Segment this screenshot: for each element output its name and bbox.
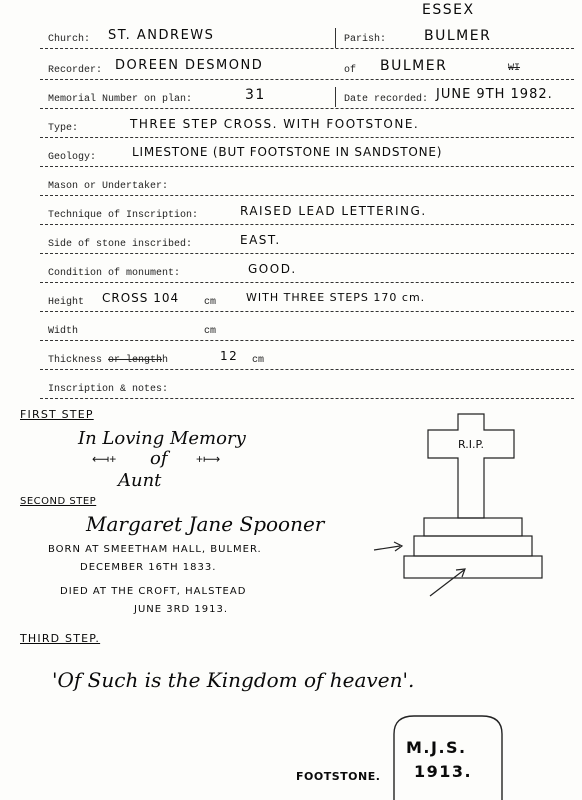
height-value-a: CROSS 104 (102, 291, 180, 305)
mason-label: Mason or Undertaker: (48, 181, 169, 192)
row-line-inscription (40, 398, 574, 399)
side-value: EAST. (240, 233, 281, 247)
row-line-church (40, 48, 574, 49)
memorial-value: 31 (245, 87, 266, 103)
first-line1: In Loving Memory (78, 428, 246, 449)
row-line-technique (40, 224, 574, 225)
footstone-label: FOOTSTONE. (296, 770, 381, 783)
side-label: Side of stone inscribed: (48, 239, 193, 250)
row-line-type (40, 137, 574, 138)
date-label: Date recorded: (344, 94, 429, 105)
third-text: 'Of Such is the Kingdom of heaven'. (52, 668, 415, 692)
date-value: JUNE 9TH 1982. (436, 87, 553, 102)
county-heading: ESSEX (422, 2, 475, 18)
thickness-unit: cm (252, 355, 265, 366)
height-value-b: WITH THREE STEPS 170 cm. (246, 291, 426, 304)
ornament-left: ⟻+ (92, 452, 117, 466)
height-label: Height (48, 297, 85, 308)
condition-label: Condition of monument: (48, 268, 181, 279)
parish-value: BULMER (424, 28, 492, 44)
row-line-recorder (40, 79, 574, 80)
church-label: Church: (48, 34, 91, 45)
geology-label: Geology: (48, 152, 97, 163)
condition-value: GOOD. (248, 262, 297, 276)
thickness-value: 12 (220, 349, 239, 363)
recorder-label: Recorder: (48, 65, 103, 76)
row-line-mason (40, 195, 574, 196)
cross-drawing (366, 400, 576, 606)
first-line3: Aunt (118, 470, 162, 491)
type-value: THREE STEP CROSS. WITH FOOTSTONE. (130, 117, 420, 131)
first-step-heading: FIRST STEP (20, 408, 94, 421)
thickness-label (48, 355, 168, 366)
of-value: BULMER (380, 58, 448, 74)
row-line-memorial (40, 108, 574, 109)
of-label: of (344, 65, 357, 76)
recorder-value: DOREEN DESMOND (115, 58, 264, 73)
cross-text: R.I.P. (458, 438, 484, 451)
row-line-thickness (40, 369, 574, 370)
width-label: Width (48, 326, 79, 337)
row-line-width (40, 340, 574, 341)
row-line-side (40, 253, 574, 254)
row-line-height (40, 311, 574, 312)
third-step-heading: THIRD STEP. (20, 632, 101, 645)
first-line2: of (150, 448, 168, 469)
thickness-label-end: h (162, 355, 169, 366)
row-line-condition (40, 282, 574, 283)
footstone-line1: M.J.S. (406, 738, 467, 757)
ornament-right: +⟼ (196, 452, 221, 466)
second-born: BORN AT SMEETHAM HALL, BULMER. (48, 544, 262, 555)
memorial-label: Memorial Number on plan: (48, 94, 193, 105)
row-line-geology (40, 166, 574, 167)
second-died: DIED AT THE CROFT, HALSTEAD (60, 586, 247, 597)
second-name: Margaret Jane Spooner (86, 512, 325, 536)
second-died-date: JUNE 3RD 1913. (134, 604, 229, 615)
height-unit: cm (204, 297, 217, 308)
thickness-label-text: Thickness (48, 355, 103, 366)
technique-value: RAISED LEAD LETTERING. (240, 204, 427, 218)
type-label: Type: (48, 123, 79, 134)
inscription-label: Inscription & notes: (48, 384, 169, 395)
technique-label: Technique of Inscription: (48, 210, 199, 221)
second-born-date: DECEMBER 16TH 1833. (80, 562, 217, 573)
second-step-heading: SECOND STEP (20, 496, 97, 507)
geology-value: LIMESTONE (BUT FOOTSTONE IN SANDSTONE) (132, 145, 443, 159)
parish-label: Parish: (344, 34, 387, 45)
church-value: ST. ANDREWS (108, 28, 215, 43)
thickness-struck: or length (108, 355, 163, 366)
width-unit: cm (204, 326, 217, 337)
footstone-line2: 1913. (414, 762, 473, 781)
row-divider (335, 87, 337, 107)
row-divider (335, 28, 337, 48)
of-struck: WI (508, 63, 521, 74)
